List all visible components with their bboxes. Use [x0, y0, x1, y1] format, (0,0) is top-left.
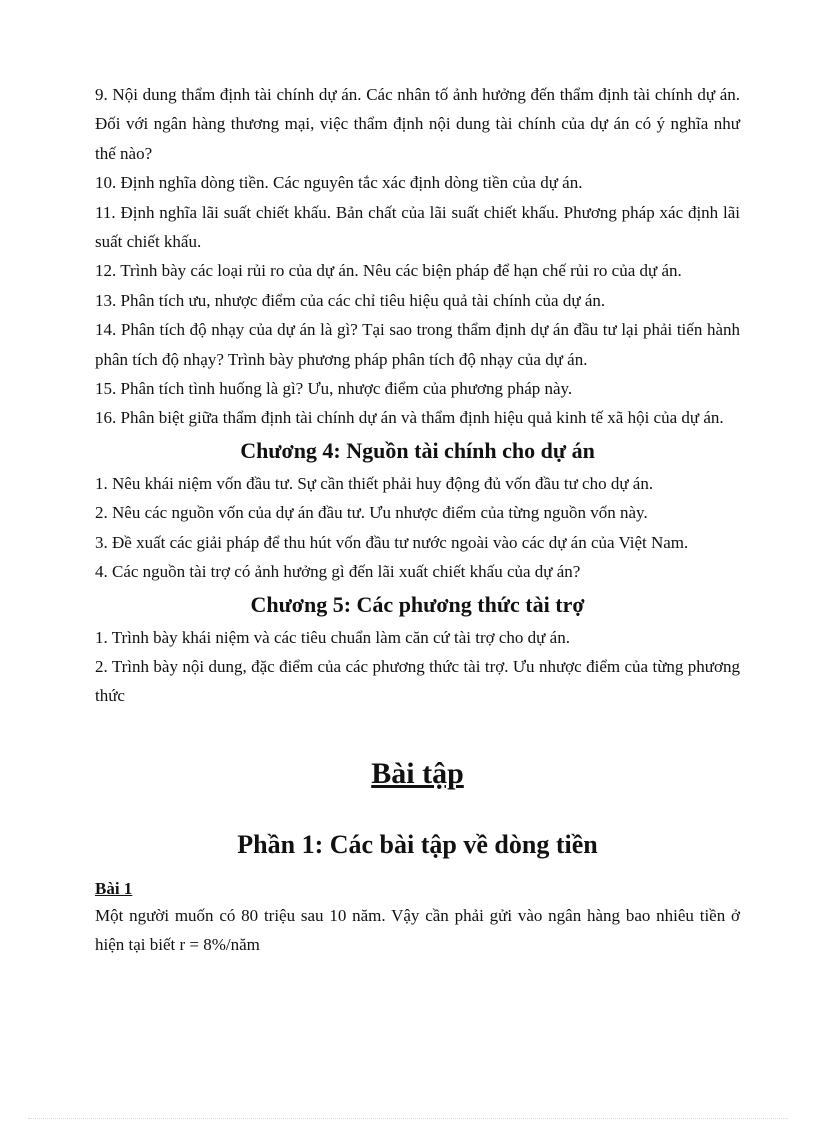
- question-item: 15. Phân tích tình huống là gì? Ưu, nhược điểm của phương pháp này.: [95, 379, 573, 399]
- chapter-5-title: Chương 5: Các phương thức tài trợ: [250, 591, 585, 617]
- question-item: 2. Nêu các nguồn vốn của dự án đầu tư. Ưu nhược điểm của từng nguồn vốn này.: [95, 503, 648, 523]
- document-page: [95, 80, 740, 960]
- exercises-title: Bài tập: [371, 756, 464, 790]
- question-item: 14. Phân tích độ nhạy của dự án là gì? Tại sao trong thẩm định dự án đầu tư lại phải tiến hành phân tích độ nhạy? Trình bày phương pháp phân tích độ nhạy của dự án.: [95, 320, 740, 369]
- question-item: 1. Trình bày khái niệm và các tiêu chuẩn làm căn cứ tài trợ cho dự án.: [95, 627, 570, 647]
- question-item: 10. Định nghĩa dòng tiền. Các nguyên tắc xác định dòng tiền của dự án.: [95, 173, 583, 193]
- question-item: 9. Nội dung thẩm định tài chính dự án. Các nhân tố ảnh hưởng đến thẩm định tài chính dự án. Đối với ngân hàng thương mại, việc thẩm định nội dung tài chính của dự án có ý nghĩa như thế nào?: [95, 85, 740, 163]
- question-item: 2. Trình bày nội dung, đặc điểm của các phương thức tài trợ. Ưu nhược điểm của từng phương thức: [95, 656, 740, 706]
- question-item: 12. Trình bày các loại rủi ro của dự án. Nêu các biện pháp để hạn chế rủi ro của dự án.: [95, 261, 682, 281]
- exercises-title-wrap: [95, 747, 740, 801]
- problem-1-label: Bài 1: [95, 878, 133, 898]
- question-item: 11. Định nghĩa lãi suất chiết khấu. Bản chất của lãi suất chiết khấu. Phương pháp xác định lãi suất chiết khấu.: [95, 202, 740, 252]
- part-1-title: Phần 1: Các bài tập về dòng tiền: [237, 829, 598, 859]
- question-item: 3. Đề xuất các giải pháp để thu hút vốn đầu tư nước ngoài vào các dự án của Việt Nam.: [95, 532, 689, 552]
- problem-1-text: Một người muốn có 80 triệu sau 10 năm. Vậy cần phải gửi vào ngân hàng bao nhiêu tiền ở hiện tại biết r = 8%/năm: [95, 905, 740, 955]
- question-item: 1. Nêu khái niệm vốn đầu tư. Sự cần thiết phải huy động đủ vốn đầu tư cho dự án.: [95, 473, 654, 493]
- question-item: 16. Phân biệt giữa thẩm định tài chính dự án và thẩm định hiệu quả kinh tế xã hội của dự án.: [95, 408, 724, 428]
- question-item: 13. Phân tích ưu, nhược điểm của các chỉ tiêu hiệu quả tài chính của dự án.: [95, 290, 606, 310]
- chapter-4-title: Chương 4: Nguồn tài chính cho dự án: [240, 437, 595, 463]
- question-item: 4. Các nguồn tài trợ có ảnh hưởng gì đến lãi xuất chiết khấu của dự án?: [95, 562, 581, 582]
- page-bottom-divider: [28, 1118, 788, 1119]
